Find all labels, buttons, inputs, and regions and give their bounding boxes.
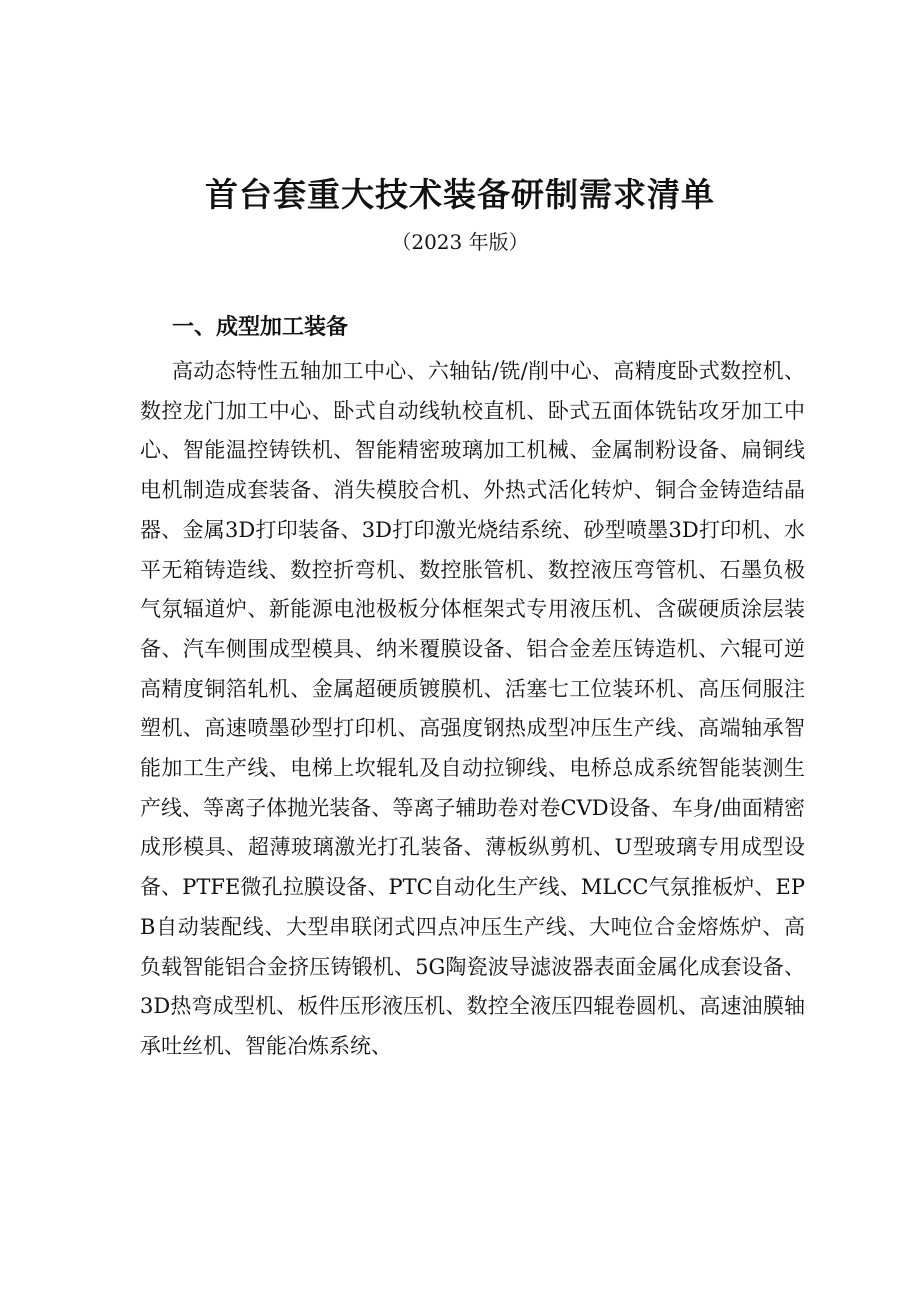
section-paragraph: 高动态特性五轴加工中心、六轴钻/铣/削中心、高精度卧式数控机、数控龙门加工中心、卧式自动线轨校直机、卧式五面体铣钻攻牙加工中心、智能温控铸铁机、智能精密玻璃加工机械、金属制粉设备、扁铜线电机制造成套装备、消失模胶合机、外热式活化转炉、铜合金铸造结晶器、金属3D打印装备、3D打印激光烧结系统、砂型喷墨3D打印机、水平无箱铸造线、数控折弯机、数控胀管机、数控液压弯管机、石墨负极气氛辐道炉、新能源电池极板分体框架式专用液压机、含碳硬质涂层装备、汽车侧围成型模具、纳米覆膜设备、铝合金差压铸造机、六辊可逆高精度铜箔轧机、金属超硬质镀膜机、活塞七工位装环机、高压伺服注塑机、高速喷墨砂型打印机、高强度钢热成型冲压生产线、高端轴承智能加工生产线、电梯上坎辊轧及自动拉铆线、电桥总成系统智能装测生产线、等离子体抛光装备、等离子辅助卷对卷CVD设备、车身/曲面精密成形模具、超薄玻璃激光打孔装备、薄板纵剪机、U型玻璃专用成型设备、PTFE微孔拉膜设备、PTC自动化生产线、MLCC气氛推板炉、EPB自动装配线、大型串联闭式四点冲压生产线、大吨位合金熔炼炉、高负载智能铝合金挤压铸锻机、5G陶瓷波导滤波器表面金属化成套设备、3D热弯成型机、板件压形液压机、数控全液压四辊卷圆机、高速油膜轴承吐丝机、智能冶炼系统、 <box>140 359 805 1058</box>
section-heading: 一、成型加工装备 <box>172 315 349 340</box>
document-edition: （2023 年版） <box>391 230 529 254</box>
document-title: 首台套重大技术装备研制需求清单 <box>205 175 715 214</box>
